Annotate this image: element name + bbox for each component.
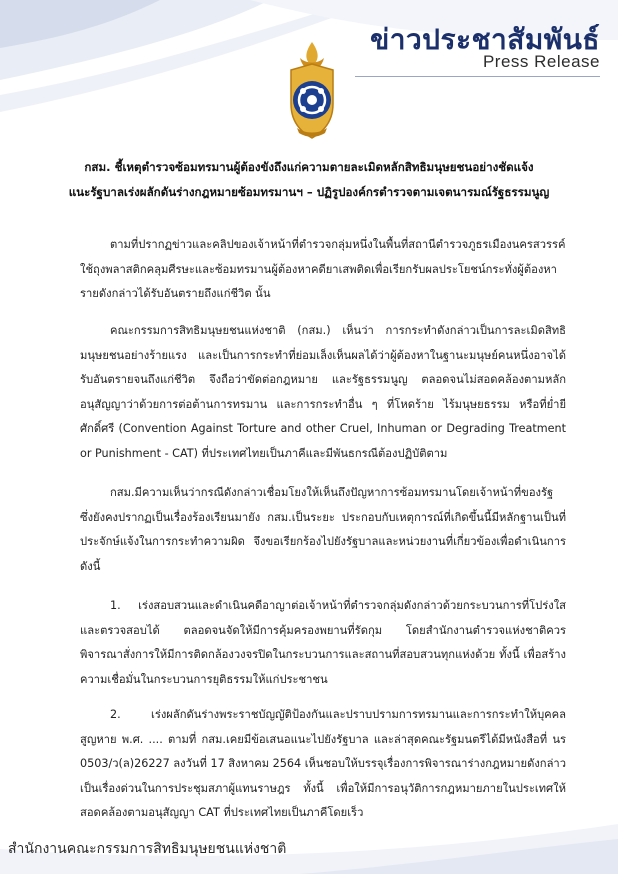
headline-line-1: กสม. ชี้เหตุตำรวจซ้อมทรมานผู้ต้องขังถึงแก่ความตายละเมิดหลักสิทธิมนุษยชนอย่างชัดแจ้ง xyxy=(84,160,534,174)
footer-org-name: สำนักงานคณะกรรมการสิทธิมนุษยชนแห่งชาติ xyxy=(8,841,287,857)
footer-swoosh xyxy=(0,794,618,874)
title-underline xyxy=(355,76,600,77)
paragraph-4: 1. เร่งสอบสวนและดำเนินคดีอาญาต่อเจ้าหน้าที่ตำรวจกลุ่มดังกล่าวด้วยกระบวนการที่โปร่งใสและตรวจสอบได้ ตลอดจนจัดให้มีการคุ้มครองพยานที่รัดกุม โดยสำนักงานตำรวจแห่งชาติควรพิจารณาสั่งการให้มีการติดกล้องวงจรปิดในกระบวนการและสถานที่สอบสวนทุกแห่งด้วย ทั้งนี้ เพื่อสร้างความเชื่อมั่นในกระบวนการยุติธรรมให้แก่ประชาชน xyxy=(80,599,566,686)
headline xyxy=(28,155,590,205)
headline-line-2: แนะรัฐบาลเร่งผลักดันร่างกฎหมายซ้อมทรมานฯ – ปฏิรูปองค์กรตำรวจตามเจตนารมณ์รัฐธรรมนูญ xyxy=(68,185,550,199)
paragraph-1: ตามที่ปรากฏข่าวและคลิปของเจ้าหน้าที่ตำรวจกลุ่มหนึ่งในพื้นที่สถานีตำรวจภูธรเมืองนครสวรรค์ ใช้ถุงพลาสติกคลุมศีรษะและซ้อมทรมานผู้ต้องหาคดียาเสพติดเพื่อเรียกรับผลประโยชน์กระทั่งผู้ต้องหารายดังกล่าวได้รับอันตรายถึงแก่ชีวิต นั้น xyxy=(80,238,566,300)
nhrc-emblem-icon xyxy=(283,40,341,142)
paragraph-5: 2. เร่งผลักดันร่างพระราชบัญญัติป้องกันและปราบปรามการทรมานและการกระทำให้บุคคลสูญหาย พ.ศ. .... ตามที่ กสม.เคยมีข้อเสนอแนะไปยังรัฐบาล และล่าสุดคณะรัฐมนตรีได้มีหนังสือที่ นร 0503/ว(ล)26227 ลงวันที่ 17 สิงหาคม 2564 เห็นชอบให้บรรจุเรื่องการพิจารณาร่างกฎหมายดังกล่าวเป็นเรื่องด่วนในการประชุมสภาผู้แทนราษฎร ทั้งนี้ เพื่อให้มีการอนุวัติการกฎหมายภายในประเทศให้สอดคล้องตามอนุสัญญา CAT ที่ประเทศไทยเป็นภาคีโดยเร็ว xyxy=(80,708,566,819)
paragraph-2: คณะกรรมการสิทธิมนุษยชนแห่งชาติ (กสม.) เห็นว่า การกระทำดังกล่าวเป็นการละเมิดสิทธิมนุษยชนอย่างร้ายแรง และเป็นการกระทำที่ย่อมเล็งเห็นผลได้ว่าผู้ต้องหาในฐานะมนุษย์คนหนึ่งอาจได้รับอันตรายจนถึงแก่ชีวิต จึงถือว่าขัดต่อกฎหมาย และรัฐธรรมนูญ ตลอดจนไม่สอดคล้องตามหลักอนุสัญญาว่าด้วยการต่อต้านการทรมาน และการกระทำอื่น ๆ ที่โหดร้าย ไร้มนุษยธรรม หรือที่ย่ำยีศักดิ์ศรี (Convention Against Torture and other Cruel, Inhuman or Degrading Treatment or Punishment - CAT) ที่ประเทศไทยเป็นภาคีและมีพันธกรณีต้องปฏิบัติตาม xyxy=(80,324,566,460)
press-release-title-th: ข่าวประชาสัมพันธ์ xyxy=(370,23,600,56)
press-release-title-en: Press Release xyxy=(482,52,600,71)
paragraph-3: กสม.มีความเห็นว่ากรณีดังกล่าวเชื่อมโยงให้เห็นถึงปัญหาการซ้อมทรมานโดยเจ้าหน้าที่ของรัฐซึ่งยังคงปรากฏเป็นเรื่องร้องเรียนมายัง กสม.เป็นระยะ ประกอบกับเหตุการณ์ที่เกิดขึ้นนี้มีหลักฐานเป็นที่ประจักษ์แจ้งในการกระทำความผิด จึงขอเรียกร้องไปยังรัฐบาลและหน่วยงานที่เกี่ยวข้องเพื่อดำเนินการดังนี้ xyxy=(80,486,566,573)
